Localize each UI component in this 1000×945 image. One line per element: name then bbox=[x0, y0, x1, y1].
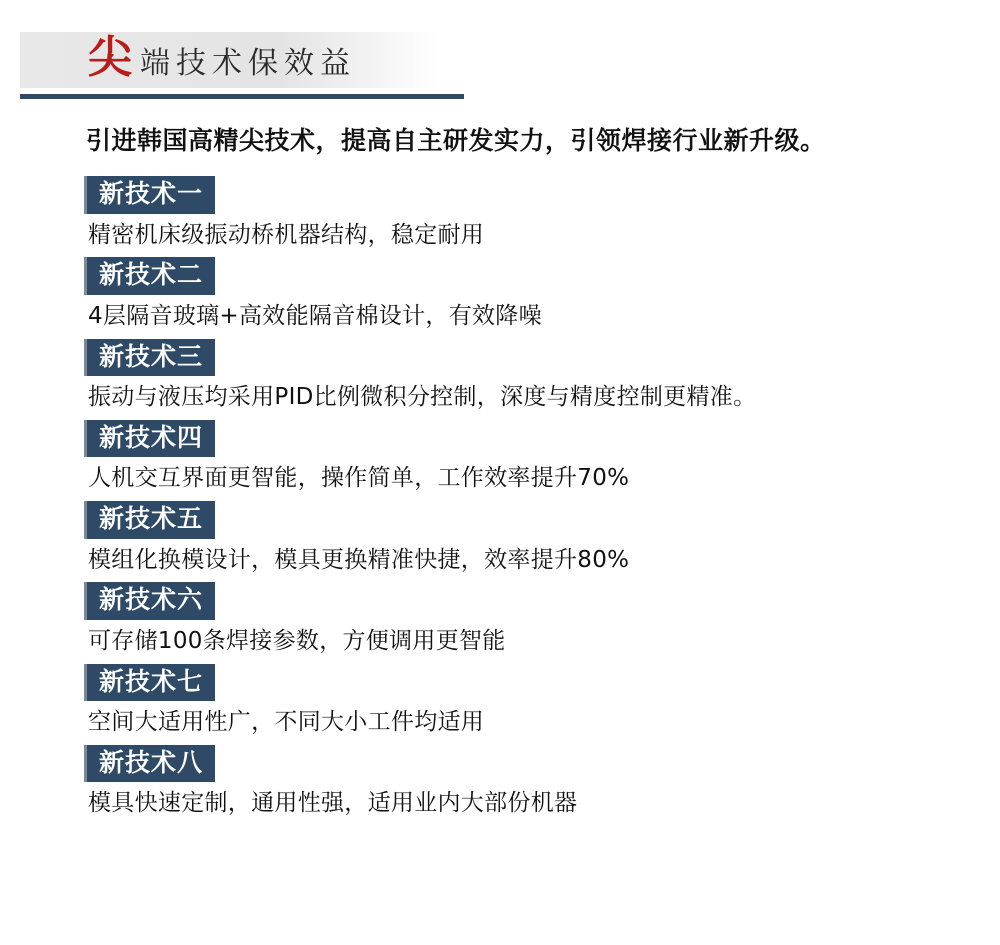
list-item bbox=[84, 582, 984, 655]
feature-description: 模具快速定制，通用性强，适用业内大部份机器 bbox=[88, 790, 578, 817]
list-item bbox=[84, 501, 984, 574]
feature-badge: 新技术五 bbox=[84, 501, 215, 539]
feature-description: 可存储100条焊接参数，方便调用更智能 bbox=[88, 627, 506, 654]
page-title: 端技术保效益 bbox=[140, 46, 356, 81]
list-item bbox=[84, 420, 984, 493]
accent-character: 尖 bbox=[88, 32, 132, 83]
list-item bbox=[84, 745, 984, 818]
list-item bbox=[84, 257, 984, 330]
feature-badge: 新技术七 bbox=[84, 664, 215, 702]
lead-paragraph: 引进韩国高精尖技术，提高自主研发实力，引领焊接行业新升级。 bbox=[86, 126, 826, 155]
feature-description: 人机交互界面更智能，操作简单，工作效率提升70% bbox=[88, 465, 630, 492]
feature-badge: 新技术六 bbox=[84, 582, 215, 620]
feature-badge: 新技术三 bbox=[84, 339, 215, 377]
list-item bbox=[84, 339, 984, 412]
page-header bbox=[20, 32, 980, 99]
feature-description: 4层隔音玻璃+高效能隔音棉设计，有效降噪 bbox=[88, 302, 542, 329]
feature-badge: 新技术四 bbox=[84, 420, 215, 458]
header-divider bbox=[20, 94, 464, 99]
feature-badge: 新技术八 bbox=[84, 745, 215, 783]
feature-description: 空间大适用性广，不同大小工件均适用 bbox=[88, 709, 485, 735]
list-item bbox=[84, 664, 984, 737]
feature-description: 振动与液压均采用PID比例微积分控制，深度与精度控制更精准。 bbox=[88, 384, 757, 410]
feature-list bbox=[84, 176, 984, 826]
feature-badge: 新技术二 bbox=[84, 257, 215, 295]
feature-badge: 新技术一 bbox=[84, 176, 215, 214]
list-item bbox=[84, 176, 984, 249]
feature-description: 精密机床级振动桥机器结构，稳定耐用 bbox=[88, 221, 485, 248]
header-band bbox=[20, 32, 440, 88]
feature-description: 模组化换模设计，模具更换精准快捷，效率提升80% bbox=[88, 546, 630, 573]
